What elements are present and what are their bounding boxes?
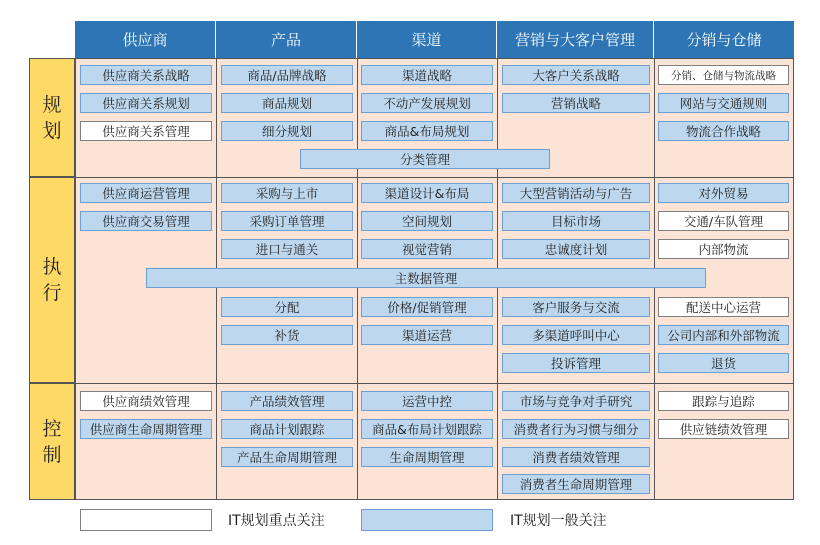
box-call-center: 多渠道呼叫中心 xyxy=(502,325,650,345)
box-consumer-lifecycle: 消费者生命周期管理 xyxy=(502,474,650,494)
box-allocation: 分配 xyxy=(221,297,353,317)
box-dc-operations: 配送中心运营 xyxy=(658,297,789,317)
box-fleet-management: 交通/车队管理 xyxy=(658,211,789,231)
legend-swatch-key-focus xyxy=(80,509,212,531)
box-product-layout-planning: 商品&布局规划 xyxy=(361,121,493,141)
box-product-planning: 商品规划 xyxy=(221,93,353,113)
box-target-market: 目标市场 xyxy=(502,211,650,231)
box-returns: 退货 xyxy=(658,353,789,373)
box-supplier-relation-strategy: 供应商关系战略 xyxy=(80,65,212,85)
box-supplier-transactions: 供应商交易管理 xyxy=(80,211,212,231)
box-website-traffic-rules: 网站与交通规则 xyxy=(658,93,789,113)
box-internal-logistics: 内部物流 xyxy=(658,239,789,259)
box-supplier-operations: 供应商运营管理 xyxy=(80,183,212,203)
box-market-competitor-research: 市场与竞争对手研究 xyxy=(502,391,650,411)
box-supplier-relation-planning: 供应商关系规划 xyxy=(80,93,212,113)
box-channel-operations: 渠道运营 xyxy=(361,325,493,345)
box-marketing-strategy: 营销战略 xyxy=(502,93,650,113)
box-customer-service: 客户服务与交流 xyxy=(502,297,650,317)
box-operations-control: 运营中控 xyxy=(361,391,493,411)
box-layout-plan-tracking: 商品&布局计划跟踪 xyxy=(361,419,493,439)
box-price-promotion: 价格/促销管理 xyxy=(361,297,493,317)
box-channel-design-layout: 渠道设计&布局 xyxy=(361,183,493,203)
legend-label-general-focus: IT规划一般关注 xyxy=(510,513,607,529)
box-procurement-launch: 采购与上市 xyxy=(221,183,353,203)
box-lifecycle-management: 生命周期管理 xyxy=(361,447,493,467)
box-space-planning: 空间规划 xyxy=(361,211,493,231)
header-supplier: 供应商 xyxy=(75,21,216,58)
box-loyalty-program: 忠诚度计划 xyxy=(502,239,650,259)
header-marketing: 营销与大客户管理 xyxy=(497,21,654,58)
box-master-data-management: 主数据管理 xyxy=(146,268,706,288)
box-segment-planning: 细分规划 xyxy=(221,121,353,141)
box-import-customs: 进口与通关 xyxy=(221,239,353,259)
box-supply-chain-performance: 供应链绩效管理 xyxy=(658,419,789,439)
box-product-brand-strategy: 商品/品牌战略 xyxy=(221,65,353,85)
box-purchase-order-management: 采购订单管理 xyxy=(221,211,353,231)
box-distribution-logistics-strategy: 分销、仓储与物流战略 xyxy=(658,65,789,85)
legend-label-key-focus: IT规划重点关注 xyxy=(228,513,325,529)
box-category-management: 分类管理 xyxy=(300,149,550,169)
box-channel-strategy: 渠道战略 xyxy=(361,65,493,85)
box-campaigns-advertising: 大型营销活动与广告 xyxy=(502,183,650,203)
header-distribution: 分销与仓储 xyxy=(654,21,794,58)
legend-swatch-general-focus xyxy=(361,509,493,531)
box-supplier-lifecycle: 供应商生命周期管理 xyxy=(80,419,212,439)
box-foreign-trade: 对外贸易 xyxy=(658,183,789,203)
box-product-performance: 产品绩效管理 xyxy=(221,391,353,411)
box-tracking-tracing: 跟踪与追踪 xyxy=(658,391,789,411)
header-product: 产品 xyxy=(216,21,357,58)
row-label-execution: 执 行 xyxy=(29,177,75,383)
box-replenishment: 补货 xyxy=(221,325,353,345)
box-product-lifecycle: 产品生命周期管理 xyxy=(221,447,353,467)
header-channel: 渠道 xyxy=(357,21,497,58)
box-visual-merchandising: 视觉营销 xyxy=(361,239,493,259)
box-real-estate-planning: 不动产发展规划 xyxy=(361,93,493,113)
row-label-control: 控 制 xyxy=(29,383,75,500)
box-product-plan-tracking: 商品计划跟踪 xyxy=(221,419,353,439)
box-consumer-behavior-segmentation: 消费者行为习惯与细分 xyxy=(502,419,650,439)
box-supplier-performance: 供应商绩效管理 xyxy=(80,391,212,411)
box-internal-external-logistics: 公司内部和外部物流 xyxy=(658,325,789,345)
box-consumer-performance: 消费者绩效管理 xyxy=(502,447,650,467)
row-label-planning: 规 划 xyxy=(29,58,75,177)
box-supplier-relation-management: 供应商关系管理 xyxy=(80,121,212,141)
box-logistics-cooperation-strategy: 物流合作战略 xyxy=(658,121,789,141)
box-key-account-strategy: 大客户关系战略 xyxy=(502,65,650,85)
box-complaint-management: 投诉管理 xyxy=(502,353,650,373)
